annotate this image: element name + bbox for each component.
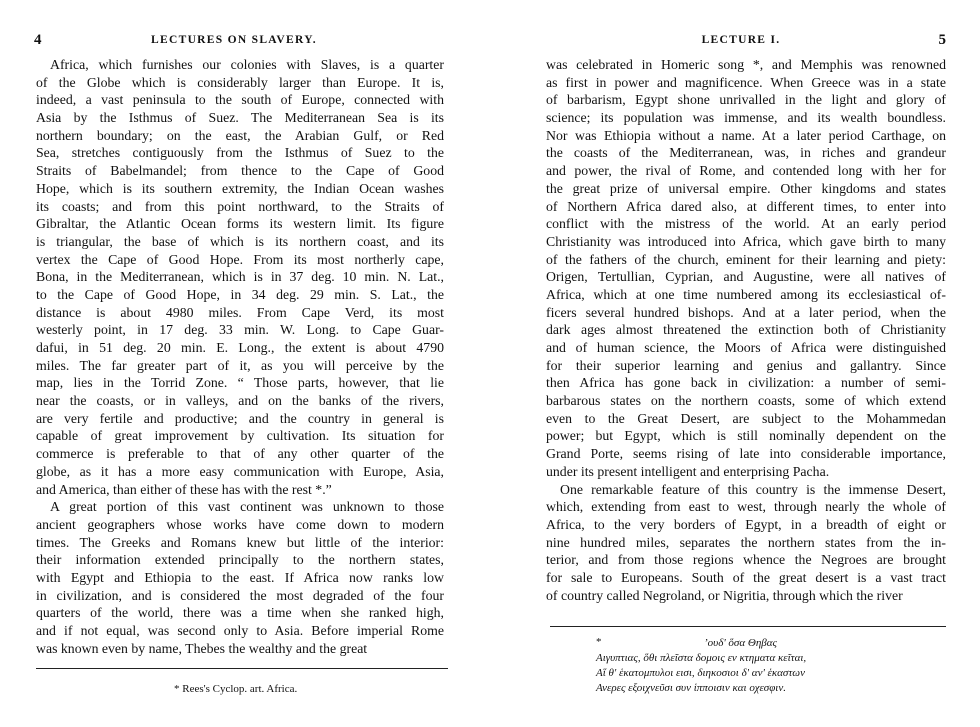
- text-line: the great prize of universal empire. Other kingdoms and states: [546, 180, 946, 196]
- text-line: Hope, which is its southern extremity, the Indian Ocean washes: [36, 180, 444, 196]
- text-line: Sea, stretches contiguously from the Isthmus of Suez to the: [36, 145, 444, 161]
- text-line: Asia by the Isthmus of Suez. The Mediterranean Sea is its: [36, 110, 444, 126]
- text-line: Africa, to the very borders of Egypt, in a breadth of eight or: [546, 516, 946, 532]
- text-line: A great portion of this vast continent was unknown to those: [50, 499, 444, 515]
- text-line: was known even by name, Thebes the wealthy and the great: [36, 640, 368, 656]
- text-line: One remarkable feature of this country is the immense Desert,: [560, 481, 946, 497]
- text-line: dark ages almost threatened the extinction both of Christianity: [546, 322, 946, 338]
- text-line: are very fertile and productive; and the country in general is: [36, 410, 444, 426]
- text-line: globe, as it has a more easy communication with Europe, Asia,: [36, 463, 444, 479]
- text-line: of country called Negroland, or Nigritia, through which the river: [546, 587, 903, 603]
- right-running-head: LECTURE I.: [701, 34, 781, 46]
- text-line: Grand Porte, seems rising of late into considerable importance,: [546, 446, 946, 462]
- text-line: its coasts; and from this point northward, to the Straits of: [36, 198, 444, 214]
- right-footnote: [596, 636, 926, 696]
- right-page: [536, 0, 946, 727]
- greek-line: Αιγυπτιας, ὅθι πλεῖστα δομοις εν κτηματα κεῖται,: [596, 652, 807, 664]
- text-line: Africa, which furnishes our colonies with Slaves, is a quarter: [50, 57, 444, 72]
- text-line: which, extending from east to west, through nearly the whole of: [546, 499, 946, 515]
- left-page-number: 4: [34, 32, 42, 48]
- text-line: northern boundary; on the east, the Arabian Gulf, or Red: [36, 127, 444, 143]
- text-line: the coasts of the Mediterranean, was, in riches and grandeur: [546, 145, 946, 161]
- text-line: then Africa has gone back in civilization: a number of semi-: [546, 375, 946, 391]
- text-line: their information extended principally to the northern states,: [36, 552, 444, 568]
- text-line: science; its population was immense, and its wealth boundless.: [546, 110, 946, 126]
- text-line: westerly point, in 17 deg. 33 min. W. Long. to Cape Guar-: [36, 322, 444, 338]
- text-line: near the coasts, or in valleys, and on the banks of the rivers,: [36, 393, 444, 409]
- left-footnote-rule: [36, 668, 448, 669]
- text-line: of the Globe which is considerably larger than Europe. It is,: [36, 74, 444, 90]
- text-line: power; but Egypt, which is still nominally dependent on the: [546, 428, 946, 444]
- text-line: Origen, Tertullian, Cyprian, and Augustine, were all natives of: [546, 269, 946, 285]
- right-footnote-marker: *: [596, 636, 602, 648]
- left-footnote: * Rees's Cyclop. art. Africa.: [174, 683, 298, 695]
- text-line: Africa, which at one time numbered among its ecclesiastical of-: [546, 286, 946, 302]
- text-line: ancient geographers whose works have come down to modern: [36, 516, 444, 532]
- text-line: for sale to Europeans. South of the great desert is a vast tract: [546, 569, 946, 585]
- text-line: conflict with the mistress of the world. At an early period: [546, 216, 946, 232]
- right-page-number: 5: [938, 32, 946, 48]
- text-line: and of human science, the Moors of Africa were distinguished: [546, 340, 946, 355]
- left-page: [24, 0, 444, 727]
- greek-line: Αἵ θ' ἑκατομπυλοι εισι, διηκοσιοι δ' αν' ἑκαστων: [596, 667, 805, 679]
- text-line: Straits of Babelmandel; from thence to the Cape of Good: [36, 163, 444, 179]
- greek-line: ʼουδ' ὅσα Θηβας: [704, 637, 777, 649]
- text-line: is triangular, the base of which is its northern coast, and its: [36, 233, 444, 249]
- text-line: times. The Greeks and Romans knew but little of the interior:: [36, 534, 444, 550]
- text-line: Nor was Ethiopia without a name. At a later period Carthage, on: [546, 127, 946, 143]
- text-line: as first in power and magnificence. When Greece was in a state: [546, 74, 946, 90]
- text-line: of the fathers of the church, eminent for their learning and piety:: [546, 251, 946, 267]
- text-line: and if not equal, was second only to Asia. Before imperial Rome: [36, 623, 444, 638]
- text-line: was celebrated in Homeric song *, and Memphis was renowned: [546, 57, 946, 72]
- text-line: dafui, in 51 deg. 20 min. E. Long., the extent is about 4790: [36, 340, 444, 355]
- text-line: capable of great improvement by cultivation. Its situation for: [36, 428, 444, 444]
- text-line: of barbarism, Egypt shone unrivalled in the light and glory of: [546, 92, 946, 108]
- text-line: and power, the rival of Rome, and contended long with her for: [546, 163, 946, 179]
- right-footnote-rule: [550, 626, 946, 627]
- text-line: even to the Great Desert, are subject to the Mohammedan: [546, 410, 946, 426]
- left-page-header: [24, 0, 444, 48]
- text-line: Christianity was introduced into Africa, which gave birth to many: [546, 233, 946, 249]
- text-line: indeed, a vast peninsula to the south of Europe, connected with: [36, 92, 444, 108]
- text-line: with Egypt and Ethiopia to the east. If Africa now ranks low: [36, 569, 444, 585]
- text-line: quarters of the world, there was a time when she ranked high,: [36, 605, 444, 621]
- text-line: Gibraltar, the Atlantic Ocean forms its western limit. Its figure: [36, 216, 444, 232]
- text-line: and America, than either of these has with the rest *.”: [36, 481, 332, 497]
- text-line: map, lies in the Torrid Zone. “ Those parts, however, that lie: [36, 375, 444, 391]
- left-running-head: LECTURES ON SLAVERY.: [151, 34, 317, 46]
- text-line: under its present intelligent and enterprising Pacha.: [546, 463, 830, 479]
- text-line: of Northern Africa dared also, at different times, to enter into: [546, 198, 946, 214]
- text-line: barbarous states on the northern coasts, some of which extend: [546, 393, 946, 409]
- left-page-body: [36, 56, 444, 657]
- text-line: in civilization, and is considered the most degraded of the four: [36, 587, 444, 603]
- greek-line: Ανερες εξοιχνεῦσι συν ἱπποισιν και οχεσφιν.: [596, 682, 786, 694]
- text-line: nine hundred miles, separates the northern states from the in-: [546, 534, 946, 550]
- text-line: ficers several hundred bishops. And at a later period, when the: [546, 304, 946, 320]
- text-line: Bona, in the Mediterranean, which is in 37 deg. 10 min. N. Lat.,: [36, 269, 444, 285]
- text-line: distance is about 4980 miles. From Cape Verd, its most: [36, 304, 444, 320]
- text-line: vertex the Cape of Good Hope. From its most northerly cape,: [36, 251, 444, 267]
- text-line: terior, and from those regions whence the Negroes are brought: [546, 552, 946, 568]
- right-page-body: [546, 56, 946, 604]
- text-line: to the Cape of Good Hope, in 34 deg. 29 min. S. Lat., the: [36, 286, 444, 302]
- text-line: commerce is preferable to that of any other quarter of the: [36, 446, 444, 462]
- text-line: for their superior learning and genius and gallantry. Since: [546, 357, 946, 373]
- text-line: miles. The far greater part of it, as you will perceive by the: [36, 357, 444, 373]
- right-page-header: [536, 0, 946, 48]
